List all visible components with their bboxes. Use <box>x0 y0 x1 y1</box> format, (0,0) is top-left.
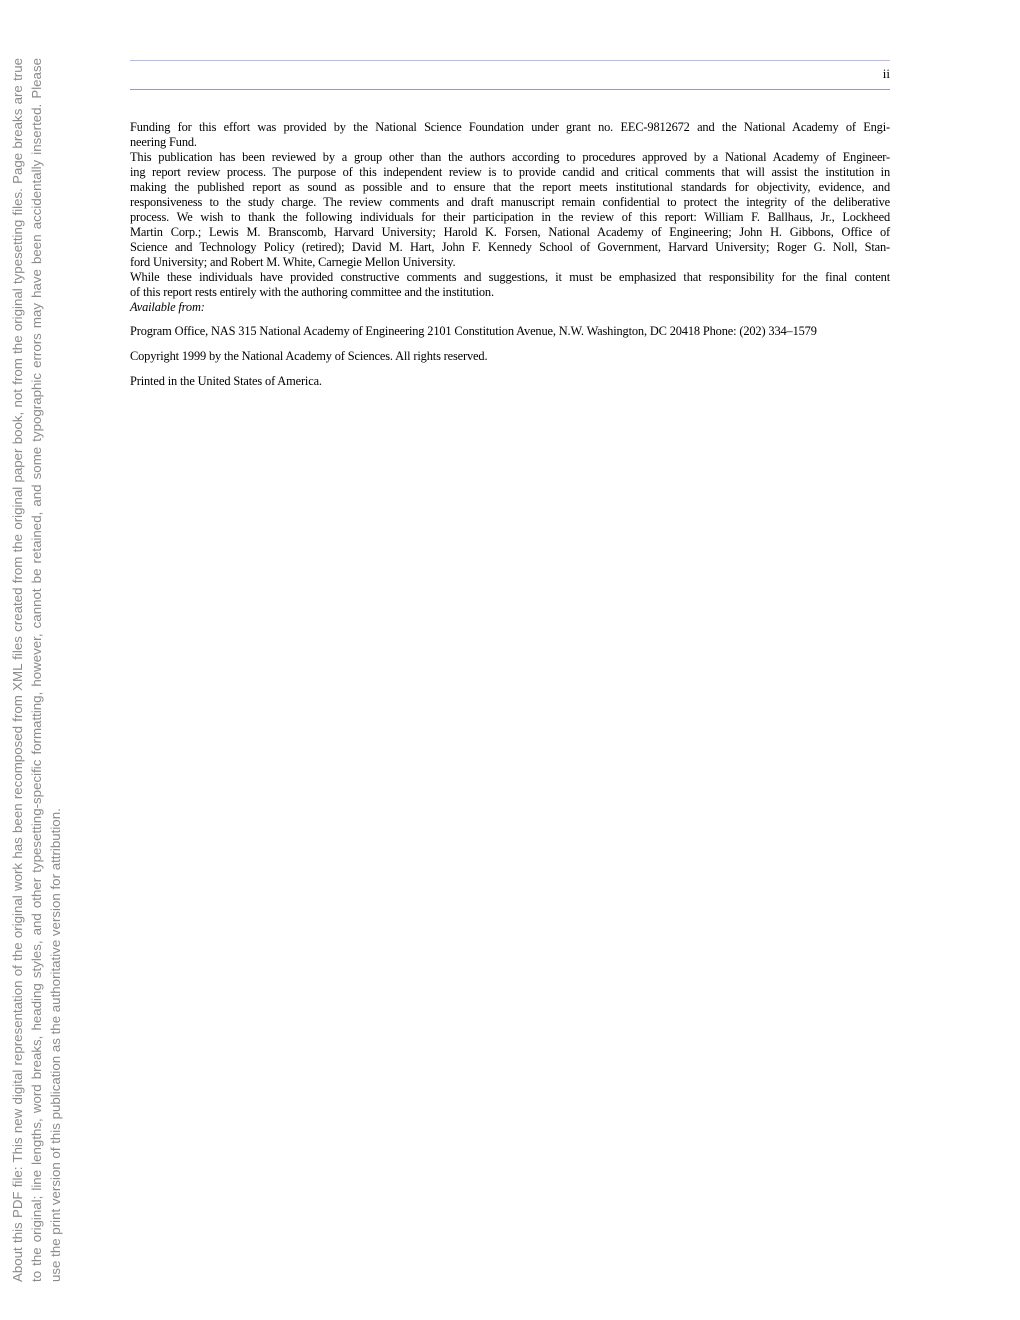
notice-line: to the original; line lengths, word breaks, heading styles, and other typesetting-specific formatting, however, cannot be retained, and some typographic errors may have been accidentally inserted. Please <box>29 58 44 1282</box>
body-line: Martin Corp.; Lewis M. Branscomb, Harvard University; Harold K. Forsen, National Academy of Engineering; John H. Gibbons, Office of <box>130 225 890 239</box>
address: Program Office, NAS 315 National Academy of Engineering 2101 Constitution Avenue, N.W. Washington, DC 20418 Phone: (202) 334–1579 <box>130 324 817 338</box>
body-line: ford University; and Robert M. White, Carnegie Mellon University. <box>130 255 456 269</box>
body-line: ing report review process. The purpose of this independent review is to provide candid and critical comments that will assist the institution in <box>130 165 890 179</box>
page-number: ii <box>882 66 890 81</box>
header-bottom-rule <box>130 89 890 90</box>
notice-line: About this PDF file: This new digital representation of the original work has been recomposed from XML files created from the original paper book, not from the original typesetting files. Page breaks are true <box>10 58 25 1282</box>
body-line: process. We wish to thank the following individuals for their participation in the review of this report: William F. Ballhaus, Jr., Lockheed <box>130 210 890 224</box>
copyright: Copyright 1999 by the National Academy of Sciences. All rights reserved. <box>130 349 488 363</box>
body-line: While these individuals have provided constructive comments and suggestions, it must be emphasized that responsibility for the final content <box>130 270 890 284</box>
printed-in: Printed in the United States of America. <box>130 374 322 388</box>
body-line: making the published report as sound as possible and to ensure that the report meets institutional standards for objectivity, evidence, and <box>130 180 890 194</box>
available-from-label: Available from: <box>130 300 205 314</box>
body-line: This publication has been reviewed by a group other than the authors according to procedures approved by a National Academy of Engineer- <box>130 150 890 164</box>
body-line: Science and Technology Policy (retired); David M. Hart, John F. Kennedy School of Government, Harvard University; Roger G. Noll, Stan- <box>130 240 890 254</box>
header-top-rule <box>130 60 890 61</box>
body-line: neering Fund. <box>130 135 197 149</box>
body-line: of this report rests entirely with the authoring committee and the institution. <box>130 285 494 299</box>
body-line: Funding for this effort was provided by the National Science Foundation under grant no. EEC-9812672 and the National Academy of Engi- <box>130 120 890 134</box>
notice-line: use the print version of this publication as the authoritative version for attribution. <box>48 808 63 1282</box>
pdf-notice-sidebar <box>8 58 65 1282</box>
body-line: responsiveness to the study charge. The review comments and draft manuscript remain confidential to protect the integrity of the deliberative <box>130 195 890 209</box>
body-text <box>130 120 890 315</box>
